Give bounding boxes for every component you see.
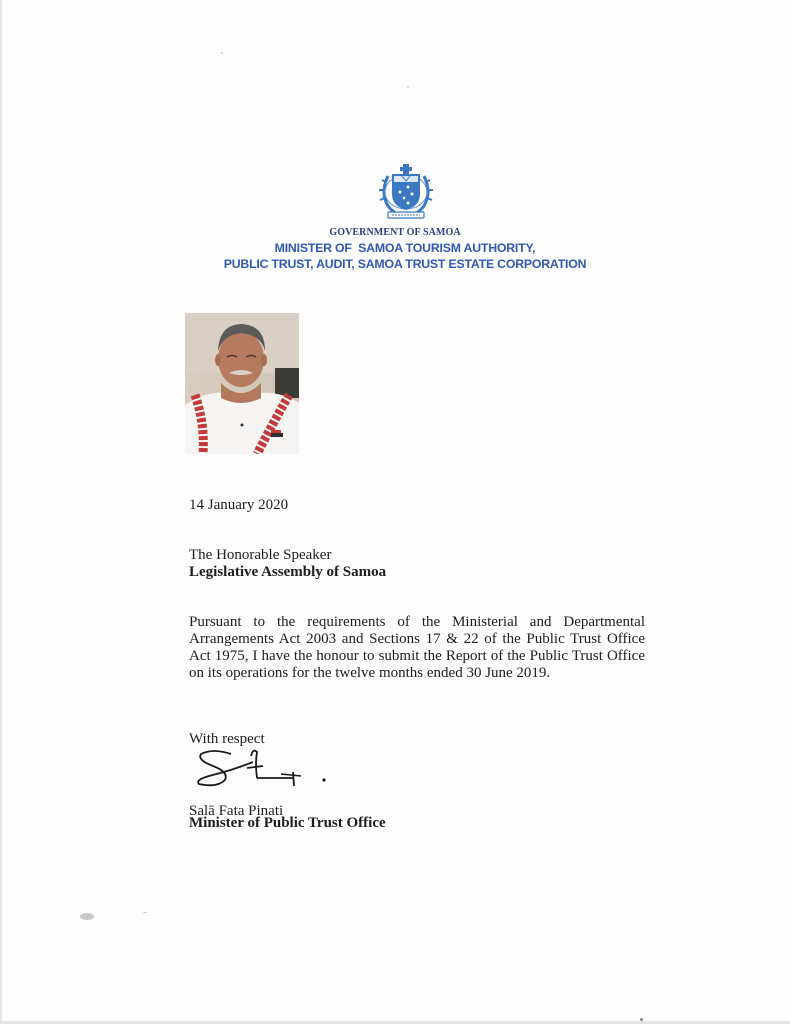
- recipient-line2: Legislative Assembly of Samoa: [189, 564, 387, 580]
- letter-date: 14 January 2020: [189, 497, 289, 513]
- scan-speck: [221, 52, 223, 54]
- signer-title: Minister of Public Trust Office: [189, 815, 386, 831]
- closing-salutation: With respect: [189, 731, 265, 747]
- signature: [193, 748, 343, 790]
- government-heading: GOVERNMENT OF SAMOA: [329, 227, 461, 238]
- samoa-coat-of-arms-icon: [378, 162, 434, 220]
- minister-portrait-photo: [185, 313, 299, 454]
- ministry-heading-line1: MINISTER OF SAMOA TOURISM AUTHORITY,: [274, 241, 536, 255]
- recipient-line1: The Honorable Speaker: [189, 547, 332, 563]
- scan-speck: [640, 1018, 643, 1021]
- scan-smudge: [80, 913, 94, 920]
- page-edge: [0, 0, 2, 1024]
- scan-speck: [407, 86, 409, 88]
- ministry-heading-line2: PUBLIC TRUST, AUDIT, SAMOA TRUST ESTATE CORPORATION: [223, 257, 587, 271]
- letter-body: Pursuant to the requirements of the Ministerial and Departmental Arrangements Act 2003 and Sections 17 & 22 of the Public Trust Office Act 1975, I have the honour to submit the Report of the Public Trust Office on its operations for the twelve months ended 30 June 2019.: [189, 614, 645, 681]
- signer-name: Salā Fata Pinati: [189, 803, 284, 819]
- scan-speck: [143, 912, 147, 913]
